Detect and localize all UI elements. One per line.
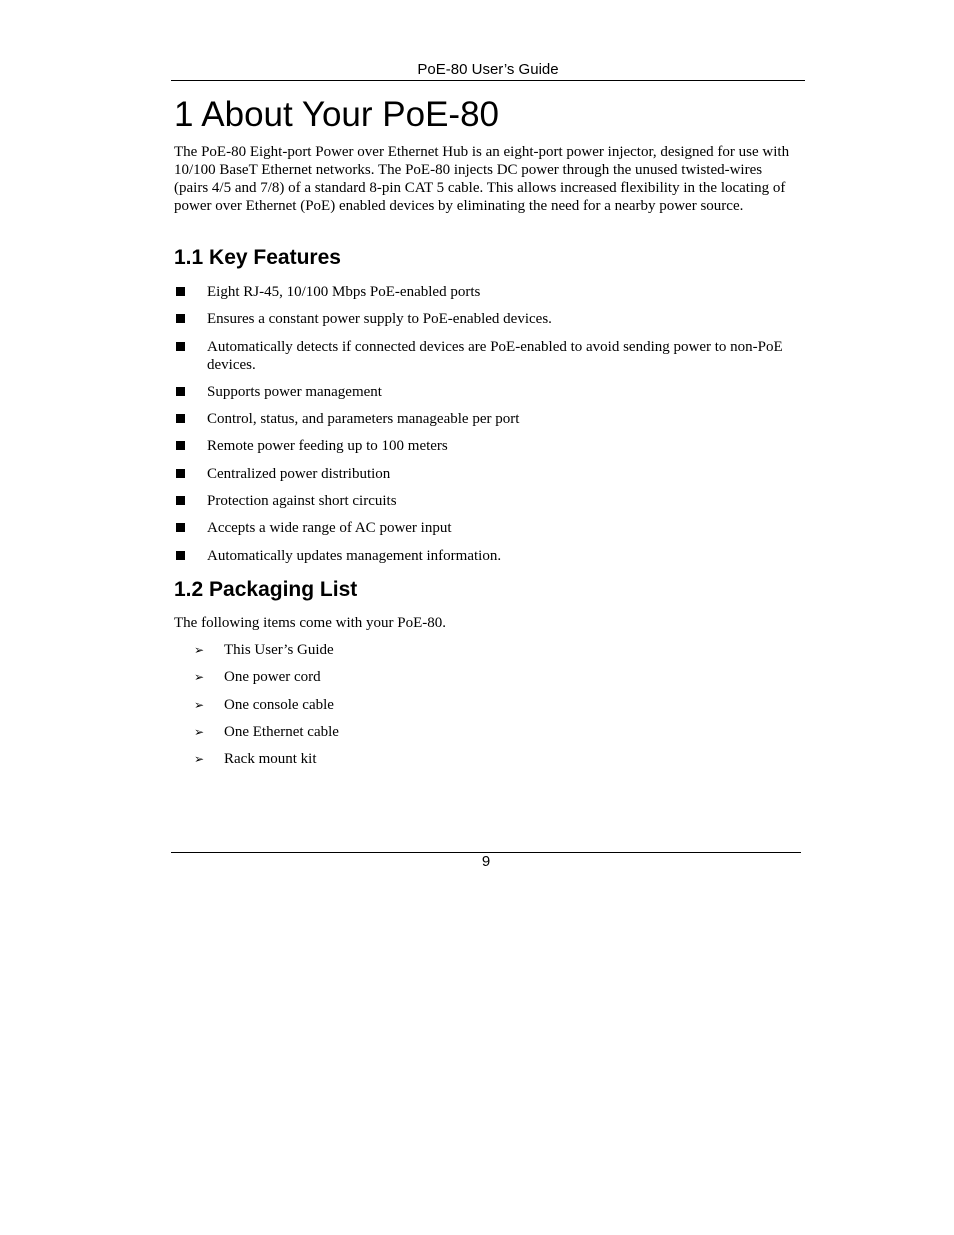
intro-paragraph: The PoE-80 Eight-port Power over Ethernet Hub is an eight-port power injector, designed for use with 10/100 BaseT Ethernet networks. The PoE-80 injects DC power through the unused twisted-wires (pairs 4/5 and 7/8) of a standard 8-pin CAT 5 cable. This allows increased flexibility in the locating of power over Ethernet (PoE) enabled devices by eliminating the need for a nearby power source.	[174, 144, 790, 214]
square-bullet-icon	[176, 314, 185, 323]
feature-text: Protection against short circuits	[207, 493, 397, 510]
key-features-heading: 1.1 Key Features	[174, 246, 341, 269]
feature-text: Centralized power distribution	[207, 465, 391, 482]
square-bullet-icon	[176, 441, 185, 450]
feature-item	[174, 410, 794, 428]
feature-text: Automatically detects if connected devices are PoE-enabled to avoid sending power to non-PoE devices.	[207, 338, 783, 373]
header-divider	[171, 80, 805, 81]
running-header: PoE-80 User’s Guide	[417, 61, 559, 78]
square-bullet-icon	[176, 342, 185, 351]
feature-text: Control, status, and parameters manageable per port	[207, 411, 520, 428]
feature-item	[174, 465, 794, 483]
feature-text: Supports power management	[207, 383, 382, 400]
chapter-title: 1 About Your PoE-80	[174, 95, 499, 134]
feature-item	[174, 383, 794, 401]
key-features-list	[174, 283, 794, 574]
packaging-list-heading: 1.2 Packaging List	[174, 578, 358, 601]
packaging-item	[194, 750, 339, 768]
feature-item	[174, 492, 794, 510]
packaging-item-text: One power cord	[224, 669, 321, 686]
packaging-list	[194, 641, 339, 777]
feature-item	[174, 519, 794, 537]
arrow-bullet-icon: ➢	[194, 670, 205, 685]
feature-text: Accepts a wide range of AC power input	[207, 520, 452, 537]
arrow-bullet-icon: ➢	[194, 643, 205, 657]
square-bullet-icon	[176, 414, 185, 423]
feature-item	[174, 338, 794, 374]
square-bullet-icon	[176, 387, 185, 396]
feature-item	[174, 283, 794, 301]
square-bullet-icon	[176, 551, 185, 560]
feature-text: Remote power feeding up to 100 meters	[207, 438, 448, 455]
feature-item	[174, 310, 794, 328]
feature-item	[174, 437, 794, 455]
arrow-bullet-icon: ➢	[194, 752, 205, 767]
feature-text: Automatically updates management information.	[207, 547, 502, 564]
packaging-item	[194, 641, 339, 659]
square-bullet-icon	[176, 523, 185, 532]
packaging-item-text: One Ethernet cable	[224, 723, 339, 740]
packaging-item-text: This User’s Guide	[224, 642, 334, 658]
square-bullet-icon	[176, 469, 185, 478]
packaging-item-text: Rack mount kit	[224, 751, 317, 768]
feature-text: Ensures a constant power supply to PoE-enabled devices.	[207, 311, 552, 328]
feature-item	[174, 547, 794, 565]
arrow-bullet-icon: ➢	[194, 724, 205, 739]
packaging-item-text: One console cable	[224, 696, 334, 713]
feature-text: Eight RJ-45, 10/100 Mbps PoE-enabled ports	[207, 284, 481, 300]
page-number: 9	[481, 853, 491, 870]
arrow-bullet-icon: ➢	[194, 697, 205, 712]
packaging-item	[194, 723, 339, 741]
square-bullet-icon	[176, 496, 185, 505]
packaging-item	[194, 696, 339, 714]
square-bullet-icon	[176, 287, 185, 296]
packaging-intro: The following items come with your PoE-80.	[174, 615, 447, 631]
packaging-item	[194, 668, 339, 686]
